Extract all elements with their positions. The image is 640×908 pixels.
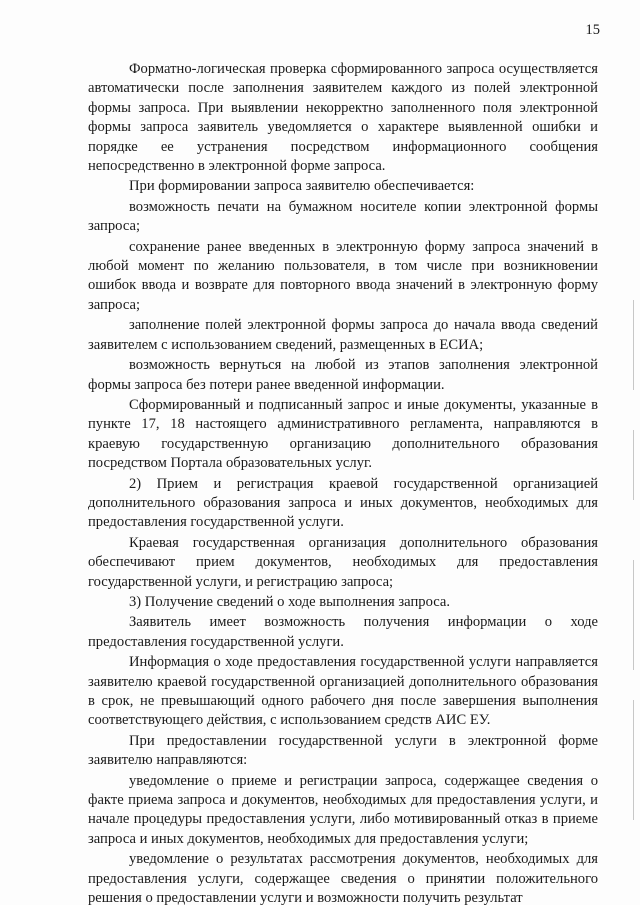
paragraph-return-to-step: возможность вернуться на любой из этапов заполнения электронной формы запроса без потери ранее введенной информации.: [88, 357, 598, 393]
paragraph-receipt-notification: уведомление о приеме и регистрации запроса, содержащее сведения о факте приема запроса и документов, необходимых для предоставления услуги, и начале процедуры предоставления услуги, либо мотивированный отказ в приеме запроса и иных документов, необходимых для предоставления услуги;: [88, 772, 598, 847]
paragraph-save-values: сохранение ранее введенных в электронную форму запроса значений в любой момент по желанию пользователя, в том числе при возникновении ошибок ввода и возврате для повторного ввода значений в электронную форму запроса;: [88, 238, 598, 313]
scan-edge-mark: [633, 430, 634, 500]
paragraph-progress-info: Информация о ходе предоставления государственной услуги направляется заявителю краевой государственной организацией дополнительного образования в срок, не превышающий одного рабочего дня после завершения выполнения соответствующего действия, с использованием средств АИС ЕУ.: [88, 654, 598, 729]
document-body: [88, 60, 598, 908]
scan-edge-mark: [633, 300, 634, 390]
page-number: 15: [585, 22, 600, 38]
paragraph-form-provides-intro: При формировании запроса заявителю обеспечивается:: [129, 178, 475, 195]
paragraph-prefill-esia: заполнение полей электронной формы запроса до начала ввода сведений заявителем с использованием сведений, размещенных в ЕСИА;: [88, 317, 598, 353]
paragraph-format-check: Форматно-логическая проверка сформированного запроса осуществляется автоматически после заполнения заявителем каждого из полей электронной формы запроса. При выявлении некорректно заполненного поля электронной формы запроса заявитель уведомляется о характере выявленной ошибки и порядке ее устранения посредством информационного сообщения непосредственно в электронной форме запроса.: [88, 61, 598, 175]
scan-edge-mark: [633, 700, 634, 820]
paragraph-submission: Сформированный и подписанный запрос и иные документы, указанные в пункте 17, 18 настоящего административного регламента, направляются в краевую государственную организацию дополнительного образования посредством Портала образовательных услуг.: [88, 396, 598, 472]
paragraph-step-2-heading: 2) Прием и регистрация краевой государственной организацией дополнительного образования запроса и иных документов, необходимых для предоставления государственной услуги.: [88, 475, 598, 531]
paragraph-step-3-heading: 3) Получение сведений о ходе выполнения запроса.: [129, 593, 451, 610]
paragraph-print-option: возможность печати на бумажном носителе копии электронной формы запроса;: [88, 198, 598, 235]
paragraph-notifications-intro: При предоставлении государственной услуги в электронной форме заявителю направляются:: [88, 732, 598, 769]
paragraph-organization-receives: Краевая государственная организация дополнительного образования обеспечивают прием документов, необходимых для предоставления государственной услуги, и регистрацию запроса;: [88, 534, 598, 590]
paragraph-applicant-info: Заявитель имеет возможность получения информации о ходе предоставления государственной услуги.: [88, 614, 598, 650]
scan-edge-mark: [633, 560, 634, 670]
paragraph-results-notification: уведомление о результатах рассмотрения документов, необходимых для предоставления услуги, содержащее сведения о принятии положительного решения о предоставлении услуги и возможности получить результат: [88, 851, 598, 907]
